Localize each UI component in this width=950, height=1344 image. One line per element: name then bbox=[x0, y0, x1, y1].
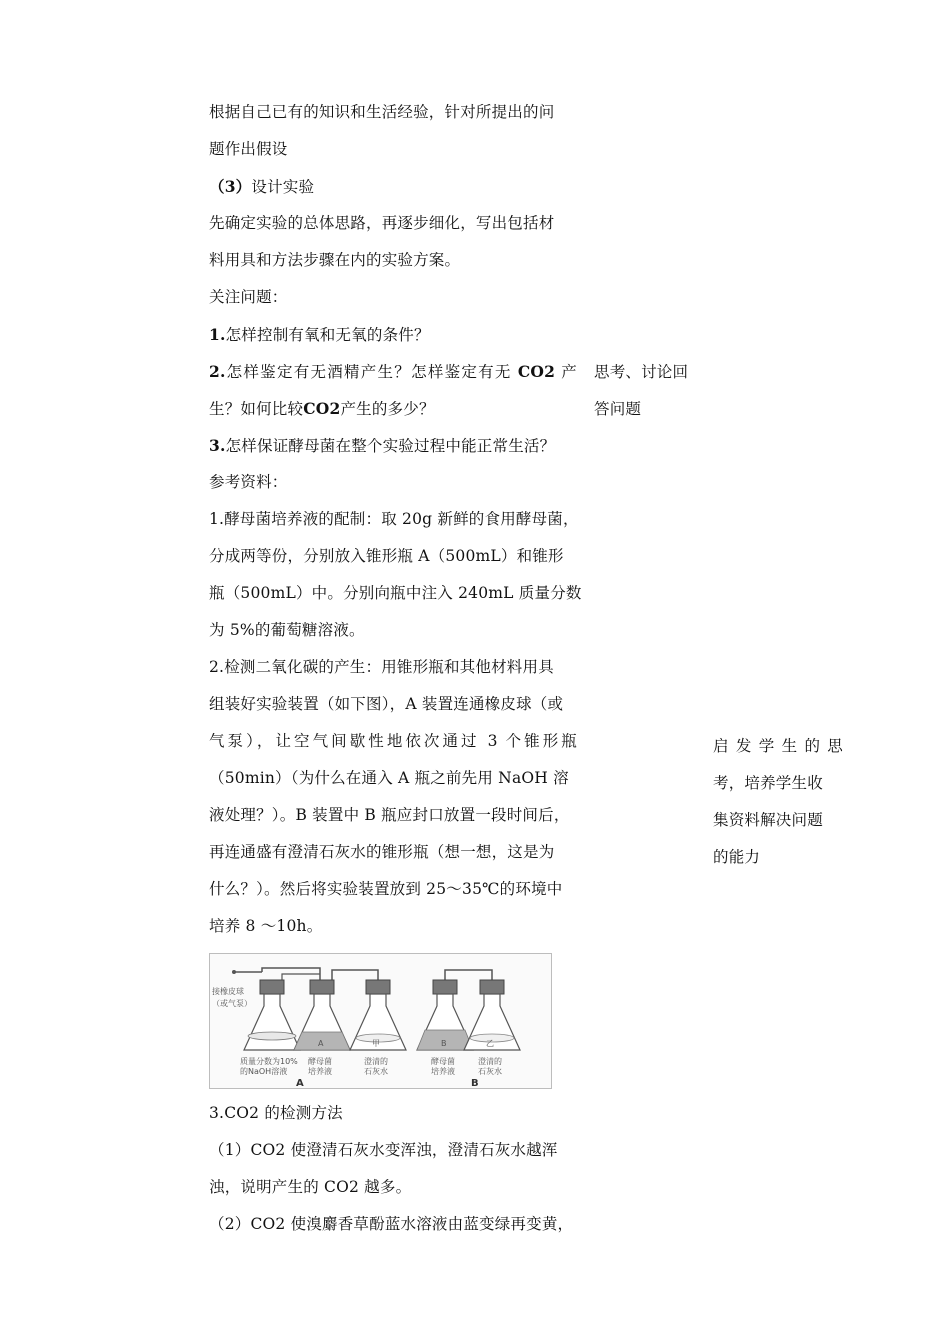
caption-4b: 培养液 bbox=[431, 1067, 455, 1076]
ref3-1-line-1: （1）CO2 使澄清石灰水变浑浊，澄清石灰水越浑 bbox=[209, 1141, 558, 1159]
question-2-line-2 bbox=[209, 390, 577, 427]
ref1-line-3: 瓶（500mL）中。分别向瓶中注入 240mL 质量分数 bbox=[209, 584, 582, 602]
design-intent-line-1: 启发学生的思 bbox=[713, 737, 843, 755]
hypothesis-line-2: 题作出假设 bbox=[209, 140, 288, 158]
flask-jia-mark: 甲 bbox=[372, 1039, 380, 1048]
caption-4a: 酵母菌 bbox=[431, 1057, 455, 1066]
q1-text: 怎样控制有氧和无氧的条件？ bbox=[225, 326, 430, 344]
ref2-line-2: 组装好实验装置（如下图），A 装置连通橡皮球（或 bbox=[209, 695, 564, 713]
flask-naoh bbox=[244, 980, 300, 1050]
q1-number: 1. bbox=[209, 325, 226, 344]
ref3-2-line-1: （2）CO2 使溴麝香草酚蓝水溶液由蓝变绿再变黄， bbox=[209, 1215, 574, 1233]
step3-heading bbox=[209, 168, 577, 205]
q3-number: 3. bbox=[209, 436, 226, 455]
design-intent-line-4: 的能力 bbox=[713, 848, 761, 866]
caption-1a: 质量分数为10% bbox=[240, 1057, 298, 1066]
pump-label-1: 接橡皮球 bbox=[212, 987, 244, 996]
flask-b-mark: B bbox=[441, 1039, 447, 1048]
q2-number: 2. bbox=[209, 362, 226, 381]
caption-2b: 培养液 bbox=[308, 1067, 332, 1076]
ref2-line-1: 2.检测二氧化碳的产生：用锥形瓶和其他材料用具 bbox=[209, 658, 554, 676]
question-1 bbox=[209, 316, 577, 353]
apparatus-figure bbox=[209, 953, 552, 1089]
design-intent-line-3: 集资料解决问题 bbox=[713, 811, 823, 829]
apparatus-diagram bbox=[210, 954, 551, 1088]
ref2-line-8: 培养 8 ～10h。 bbox=[209, 917, 323, 935]
caption-3b: 石灰水 bbox=[364, 1067, 388, 1076]
group-a-label: A bbox=[296, 1078, 304, 1088]
hypothesis-line-1: 根据自己已有的知识和生活经验，针对所提出的问 bbox=[209, 103, 555, 121]
step3-text: 设计实验 bbox=[251, 178, 315, 196]
inlet-end bbox=[232, 970, 236, 974]
ref1-line-2: 分成两等份，分别放入锥形瓶 A（500mL）和锥形 bbox=[209, 547, 564, 565]
student-activity-column bbox=[594, 354, 704, 428]
group-b-label: B bbox=[471, 1078, 479, 1088]
focus-title: 关注问题： bbox=[209, 288, 288, 306]
ref1-line-4: 为 5%的葡萄糖溶液。 bbox=[209, 621, 365, 639]
q2-co2-b: CO2 bbox=[303, 399, 341, 418]
ref3-title: 3.CO2 的检测方法 bbox=[209, 1104, 343, 1122]
ref2-line-6: 再连通盛有澄清石灰水的锥形瓶（想一想，这是为 bbox=[209, 843, 555, 861]
step3-number: （3） bbox=[209, 177, 252, 196]
flask-jia bbox=[350, 980, 406, 1050]
student-activity-line-2: 答问题 bbox=[594, 400, 642, 418]
design-intent-column bbox=[713, 728, 843, 876]
ref3-1-line-2: 浊，说明产生的 CO2 越多。 bbox=[209, 1178, 412, 1196]
reference-title: 参考资料： bbox=[209, 473, 288, 491]
q2-co2-a: CO2 bbox=[517, 362, 556, 381]
design-line-2: 料用具和方法步骤在内的实验方案。 bbox=[209, 251, 461, 269]
design-intent-line-2: 考，培养学生收 bbox=[713, 774, 823, 792]
caption-3a: 澄清的 bbox=[364, 1057, 388, 1066]
caption-2a: 酵母菌 bbox=[308, 1057, 332, 1066]
student-activity-line-1: 思考、讨论回 bbox=[594, 363, 689, 381]
flask-a bbox=[294, 980, 350, 1050]
ref2-line-3: 气泵），让空气间歇性地依次通过 3 个锥形瓶 bbox=[209, 732, 577, 750]
flask-yi bbox=[464, 980, 520, 1050]
question-3 bbox=[209, 427, 577, 464]
caption-1b: 的NaOH溶液 bbox=[240, 1067, 288, 1076]
main-column bbox=[209, 94, 582, 1243]
pump-label-2: （或气泵） bbox=[212, 999, 252, 1008]
q2-text-d: 产生的多少？ bbox=[340, 400, 435, 418]
caption-5b: 石灰水 bbox=[478, 1067, 502, 1076]
flask-a-mark: A bbox=[318, 1039, 324, 1048]
flask-b bbox=[417, 980, 473, 1050]
q2-text-c: 生？如何比较 bbox=[209, 400, 304, 418]
flask-yi-mark: 乙 bbox=[486, 1039, 494, 1048]
ref2-line-4: （50min）（为什么在通入 A 瓶之前先用 NaOH 溶 bbox=[209, 769, 569, 787]
q2-text-a: 怎样鉴定有无酒精产生？怎样鉴定有无 bbox=[225, 363, 512, 381]
ref2-line-7: 什么？）。然后将实验装置放到 25～35℃的环境中 bbox=[209, 880, 563, 898]
question-2-line-1 bbox=[209, 353, 577, 390]
design-line-1: 先确定实验的总体思路，再逐步细化，写出包括材 bbox=[209, 214, 555, 232]
q3-text: 怎样保证酵母菌在整个实验过程中能正常生活？ bbox=[225, 437, 556, 455]
q2-text-b: 产 bbox=[561, 363, 577, 381]
caption-5a: 澄清的 bbox=[478, 1057, 502, 1066]
ref2-line-5: 液处理？）。B 装置中 B 瓶应封口放置一段时间后， bbox=[209, 806, 570, 824]
ref1-line-1: 1.酵母菌培养液的配制：取 20g 新鲜的食用酵母菌， bbox=[209, 510, 579, 528]
